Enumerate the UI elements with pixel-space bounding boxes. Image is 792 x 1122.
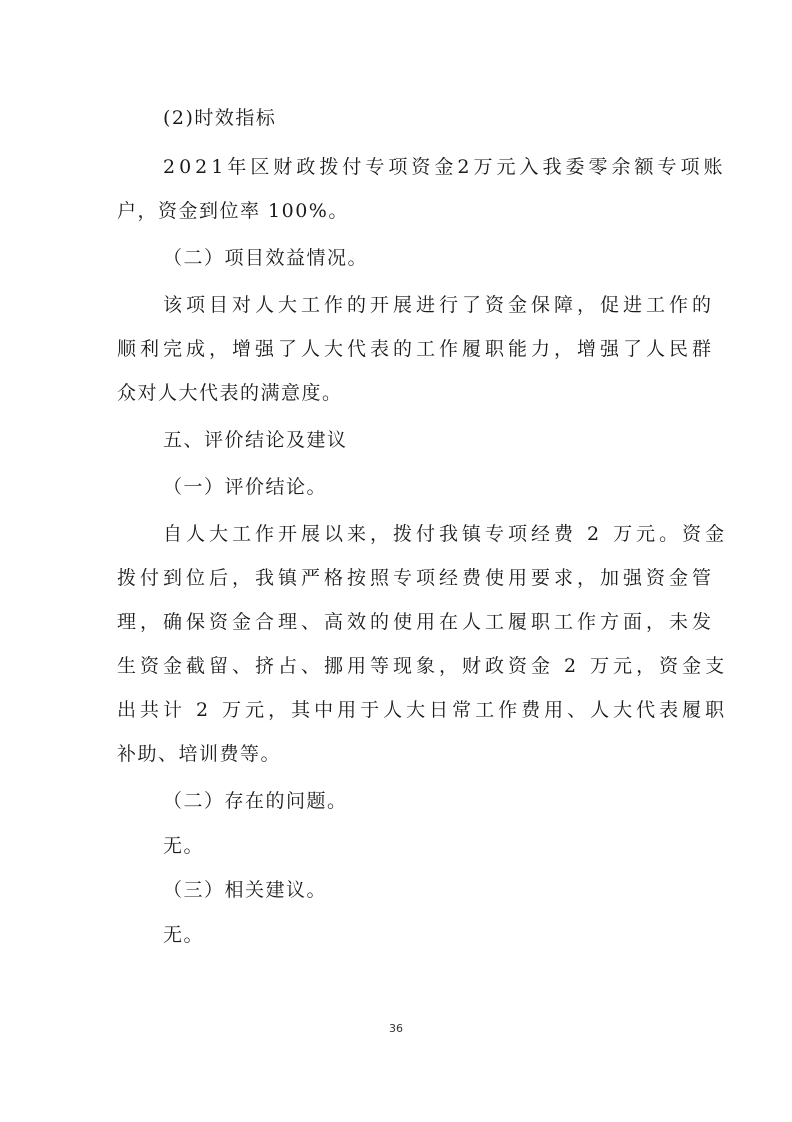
paragraph-line: 无。 <box>163 835 205 857</box>
paragraph-line: 顺利完成，增强了人大代表的工作履职能力，增强了人民群 <box>117 338 716 360</box>
paragraph-line: 无。 <box>163 924 205 946</box>
heading-existing-problems: （二）存在的问题。 <box>163 790 348 812</box>
paragraph-line: 拨付到位后，我镇严格按照专项经费使用要求，加强资金管 <box>117 567 716 589</box>
paragraph-line: 众对人大代表的满意度。 <box>117 382 343 404</box>
page-number: 36 <box>389 1022 403 1035</box>
heading-evaluation-conclusion-and-suggestions: 五、评价结论及建议 <box>163 429 348 451</box>
paragraph-line: 生资金截留、挤占、挪用等现象，财政资金 2 万元，资金支 <box>117 655 729 677</box>
paragraph-line: 理，确保资金合理、高效的使用在人工履职工作方面，未发 <box>117 611 716 633</box>
paragraph-line: 出共计 2 万元，其中用于人大日常工作费用、人大代表履职 <box>117 699 729 721</box>
heading-timeliness-indicator: (2)时效指标 <box>163 107 277 129</box>
paragraph-line: 补助、培训费等。 <box>117 743 282 765</box>
heading-related-suggestions: （三）相关建议。 <box>163 879 328 901</box>
paragraph-line: 2021年区财政拨付专项资金2万元入我委零余额专项账 <box>163 156 727 178</box>
paragraph-line: 户，资金到位率 100%。 <box>117 200 349 222</box>
paragraph-line: 自人大工作开展以来，拨付我镇专项经费 2 万元。资金 <box>163 523 729 545</box>
heading-evaluation-conclusion: （一）评价结论。 <box>163 476 328 498</box>
paragraph-line: 该项目对人大工作的开展进行了资金保障，促进工作的 <box>163 294 716 316</box>
heading-project-benefits: （二）项目效益情况。 <box>163 247 369 269</box>
